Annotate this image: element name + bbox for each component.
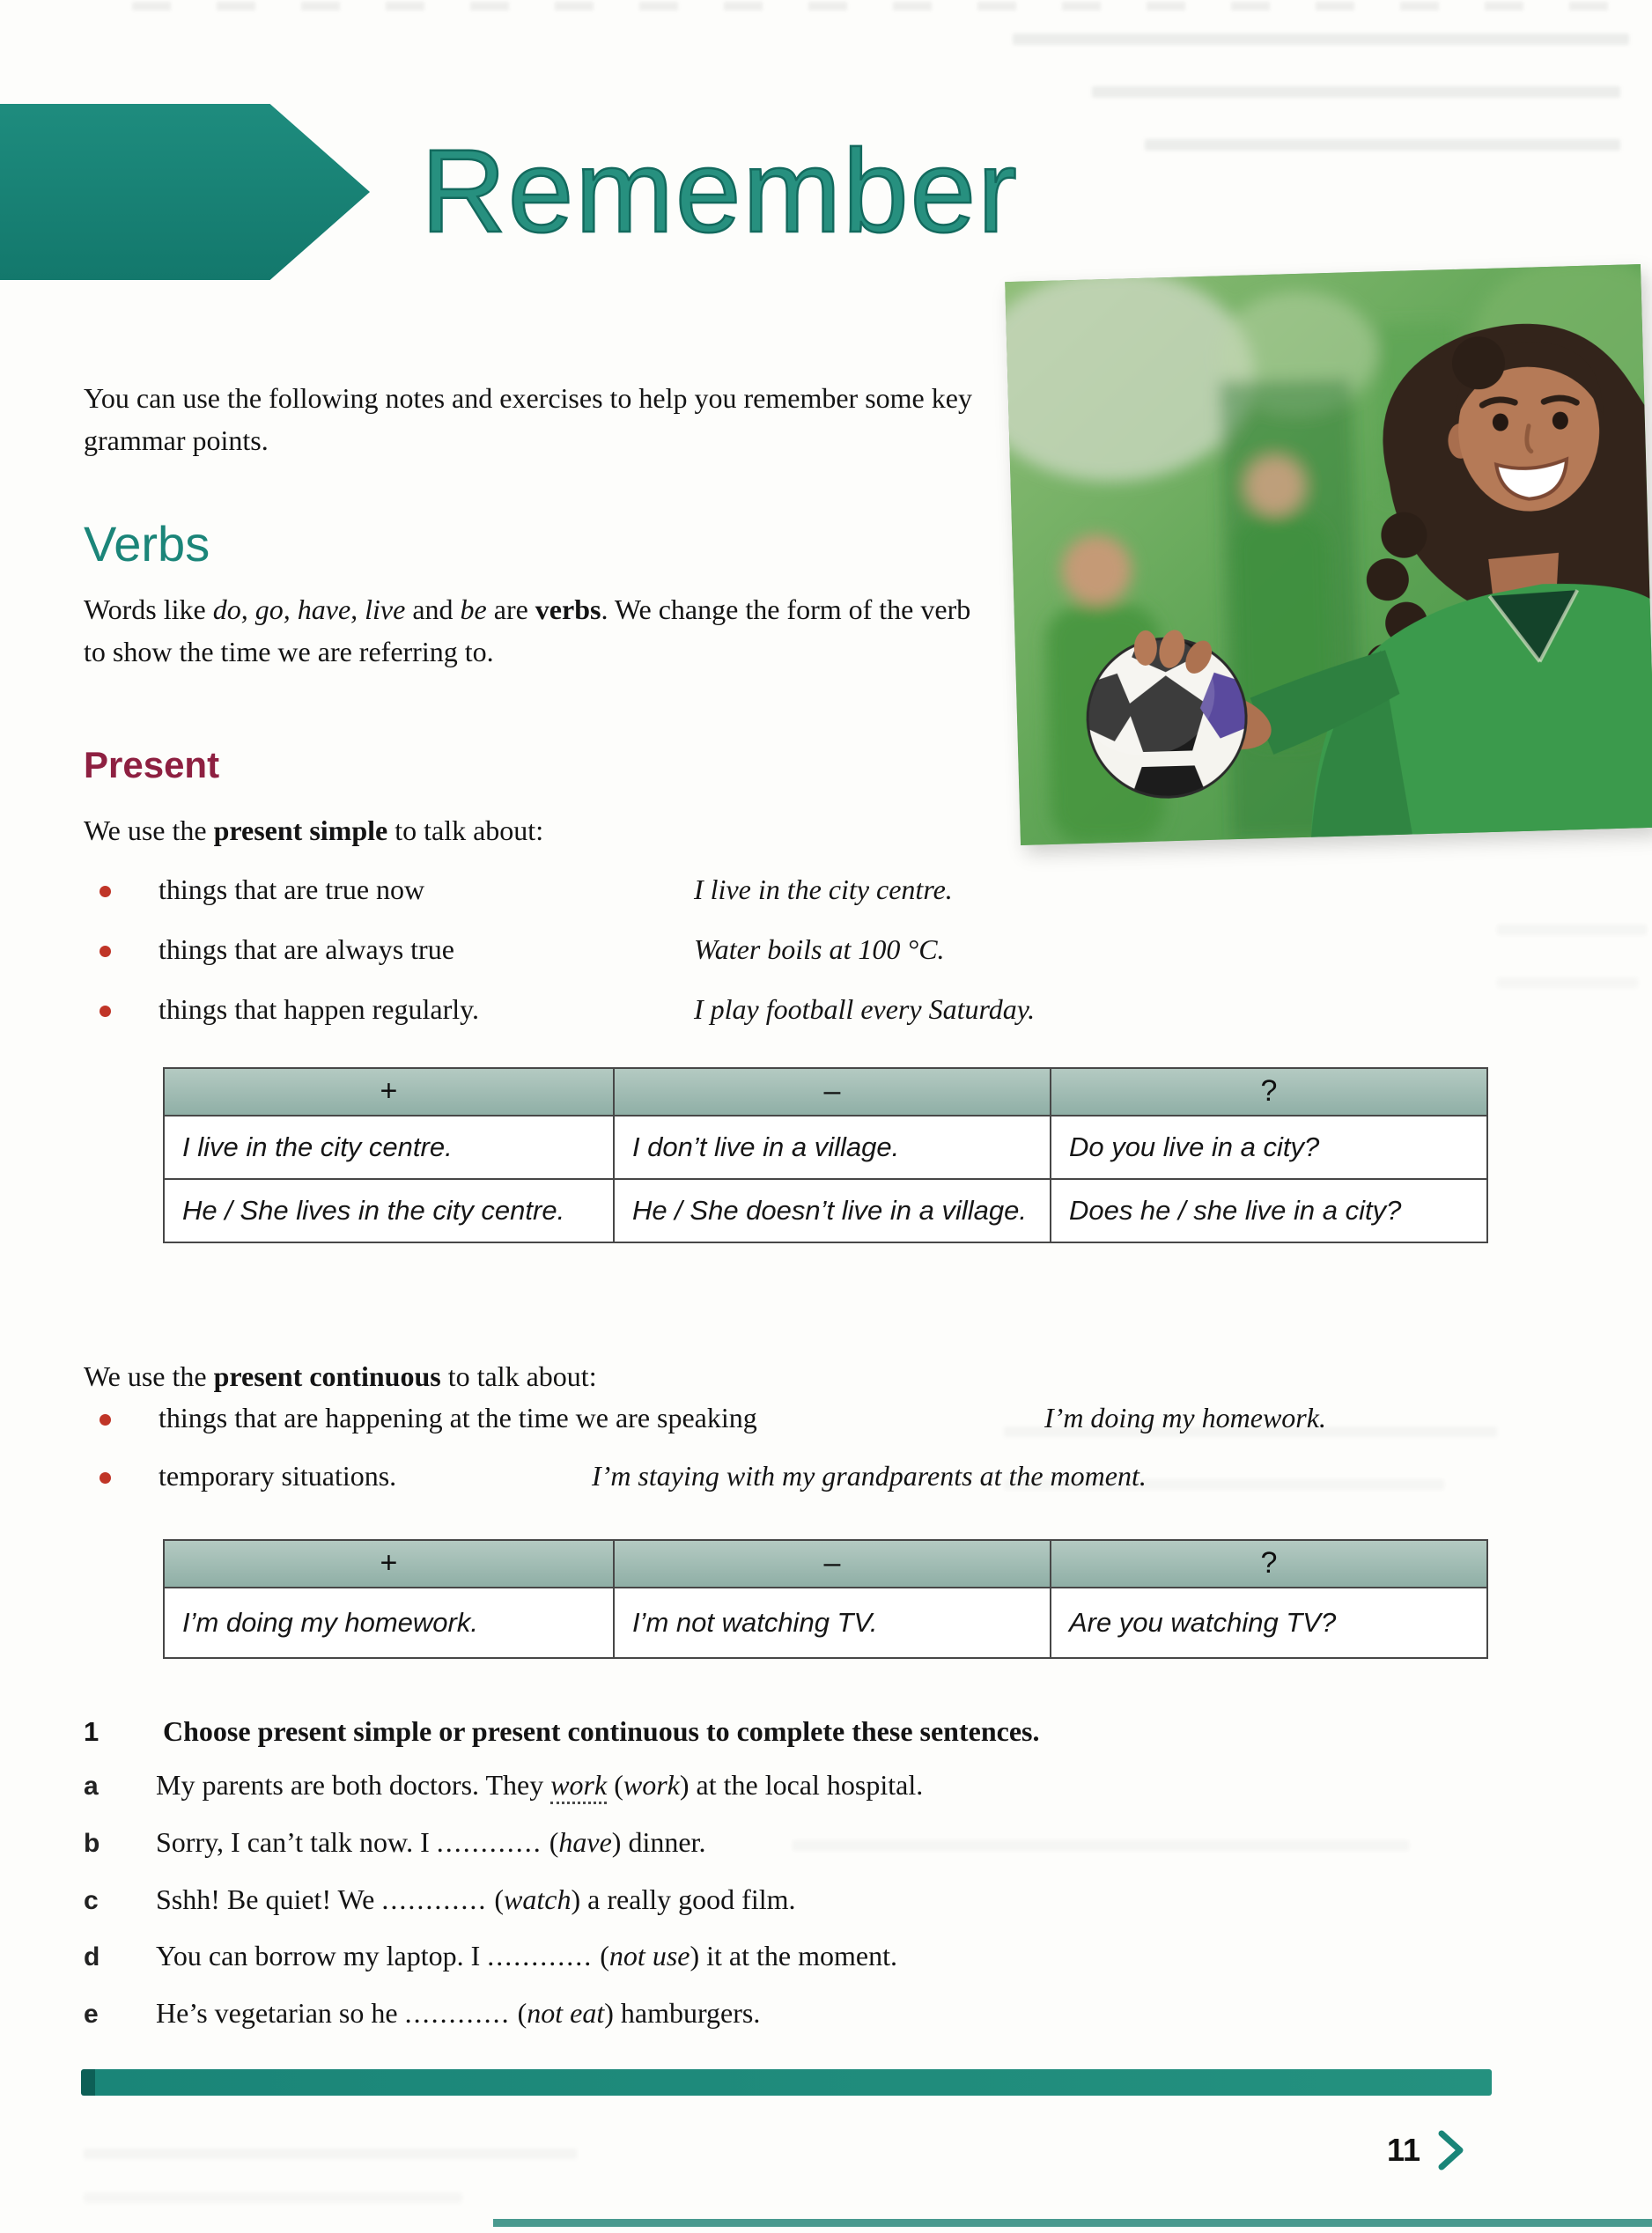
present-heading: Present [84, 744, 220, 785]
bullet-icon [100, 1472, 111, 1484]
bleedthrough-artifact [84, 2192, 462, 2203]
page-footer [1387, 2129, 1464, 2171]
table-header-question: ? [1051, 1068, 1487, 1116]
girl-with-football-photo [1005, 264, 1652, 845]
item-label: c [84, 1885, 99, 1915]
exercise-item [84, 1880, 1510, 1920]
item-sentence: Sshh! Be quiet! We ............ (watch) a really good film. [156, 1883, 796, 1915]
point-text: things that are happening at the time we are speaking [159, 1402, 757, 1433]
present-simple-table [163, 1067, 1488, 1243]
table-header-row [164, 1068, 1487, 1116]
table-header-row [164, 1540, 1487, 1588]
example-sentence: Water boils at 100 °C. [694, 933, 945, 965]
table-row [164, 1588, 1487, 1658]
bleedthrough-artifact [1145, 139, 1620, 151]
bleedthrough-artifact [84, 2148, 577, 2159]
bleedthrough-artifact [1092, 86, 1620, 98]
exercise-item [84, 1993, 1510, 2033]
exercise-item [84, 1936, 1510, 1976]
chapter-arrow-banner [0, 104, 370, 280]
exercise-number: 1 [84, 1716, 100, 1747]
item-sentence: My parents are both doctors. They work (work) at the local hospital. [156, 1765, 923, 1805]
point-text: things that are true now [159, 873, 425, 905]
page-number: 11 [1387, 2132, 1421, 2168]
present-continuous-table [163, 1539, 1488, 1659]
table-cell: I live in the city centre. [164, 1116, 614, 1179]
point-text: things that happen regularly. [159, 993, 480, 1025]
bullet-item [84, 873, 1598, 933]
item-label: e [84, 2000, 99, 2030]
point-text: temporary situations. [159, 1460, 397, 1492]
table-cell: I’m doing my homework. [164, 1588, 614, 1658]
bullet-icon [100, 886, 111, 897]
verbs-paragraph: Words like do, go, have, live and be are verbs. We change the form of the verb to show the time we are referring to. [84, 593, 971, 667]
bullet-icon [100, 1414, 111, 1426]
present-continuous-points [84, 1402, 1598, 1518]
bullet-item [84, 1460, 1598, 1518]
next-page-bleed-line [493, 2219, 1652, 2227]
table-cell: Are you watching TV? [1051, 1588, 1487, 1658]
table-cell: Do you live in a city? [1051, 1116, 1487, 1179]
table-cell: I don’t live in a village. [614, 1116, 1051, 1179]
table-header-positive: + [164, 1540, 614, 1588]
item-label: a [84, 1772, 99, 1801]
present-continuous-lead: We use the present continuous to talk about: [84, 1360, 597, 1392]
section-end-bar [81, 2069, 1492, 2096]
exercise-header [84, 1715, 1510, 1748]
verbs-heading: Verbs [84, 516, 210, 571]
chevron-right-icon [1438, 2129, 1464, 2171]
exercise-item [84, 1765, 1510, 1805]
bullet-item [84, 933, 1598, 993]
table-cell: He / She lives in the city centre. [164, 1179, 614, 1242]
present-simple-lead: We use the present simple to talk about: [84, 814, 544, 846]
example-sentence: I’m doing my homework. [1044, 1402, 1326, 1433]
table-row [164, 1179, 1487, 1242]
table-cell: He / She doesn’t live in a village. [614, 1179, 1051, 1242]
exercise-1 [84, 1715, 1510, 2033]
table-header-negative: – [614, 1068, 1051, 1116]
table-header-question: ? [1051, 1540, 1487, 1588]
example-sentence: I live in the city centre. [694, 873, 953, 905]
present-simple-points [84, 873, 1598, 1053]
photo-illustration [1005, 264, 1652, 845]
table-header-positive: + [164, 1068, 614, 1116]
item-sentence: He’s vegetarian so he ............ (not eat) hamburgers. [156, 1997, 761, 2030]
table-header-negative: – [614, 1540, 1051, 1588]
page-title: Remember [421, 126, 1019, 257]
item-sentence: Sorry, I can’t talk now. I ............ (have) dinner. [156, 1825, 706, 1858]
bullet-item [84, 1402, 1598, 1460]
exercise-item [84, 1823, 1510, 1862]
point-text: things that are always true [159, 933, 454, 965]
item-label: b [84, 1828, 100, 1858]
bleedthrough-artifact [1013, 33, 1629, 45]
bullet-icon [100, 946, 111, 957]
bullet-item [84, 993, 1598, 1053]
intro-paragraph: You can use the following notes and exercises to help you remember some key grammar points. [84, 382, 972, 456]
exercise-items [84, 1765, 1510, 2033]
bleedthrough-artifact [132, 2, 1629, 11]
bullet-icon [100, 1006, 111, 1017]
example-sentence: I play football every Saturday. [694, 993, 1036, 1025]
table-row [164, 1116, 1487, 1179]
item-label: d [84, 1942, 100, 1972]
item-sentence: You can borrow my laptop. I ............ (not use) it at the moment. [156, 1940, 897, 1972]
table-cell: I’m not watching TV. [614, 1588, 1051, 1658]
example-sentence: I’m staying with my grandparents at the moment. [592, 1460, 1147, 1492]
table-cell: Does he / she live in a city? [1051, 1179, 1487, 1242]
exercise-instruction: Choose present simple or present continuous to complete these sentences. [163, 1715, 1040, 1747]
